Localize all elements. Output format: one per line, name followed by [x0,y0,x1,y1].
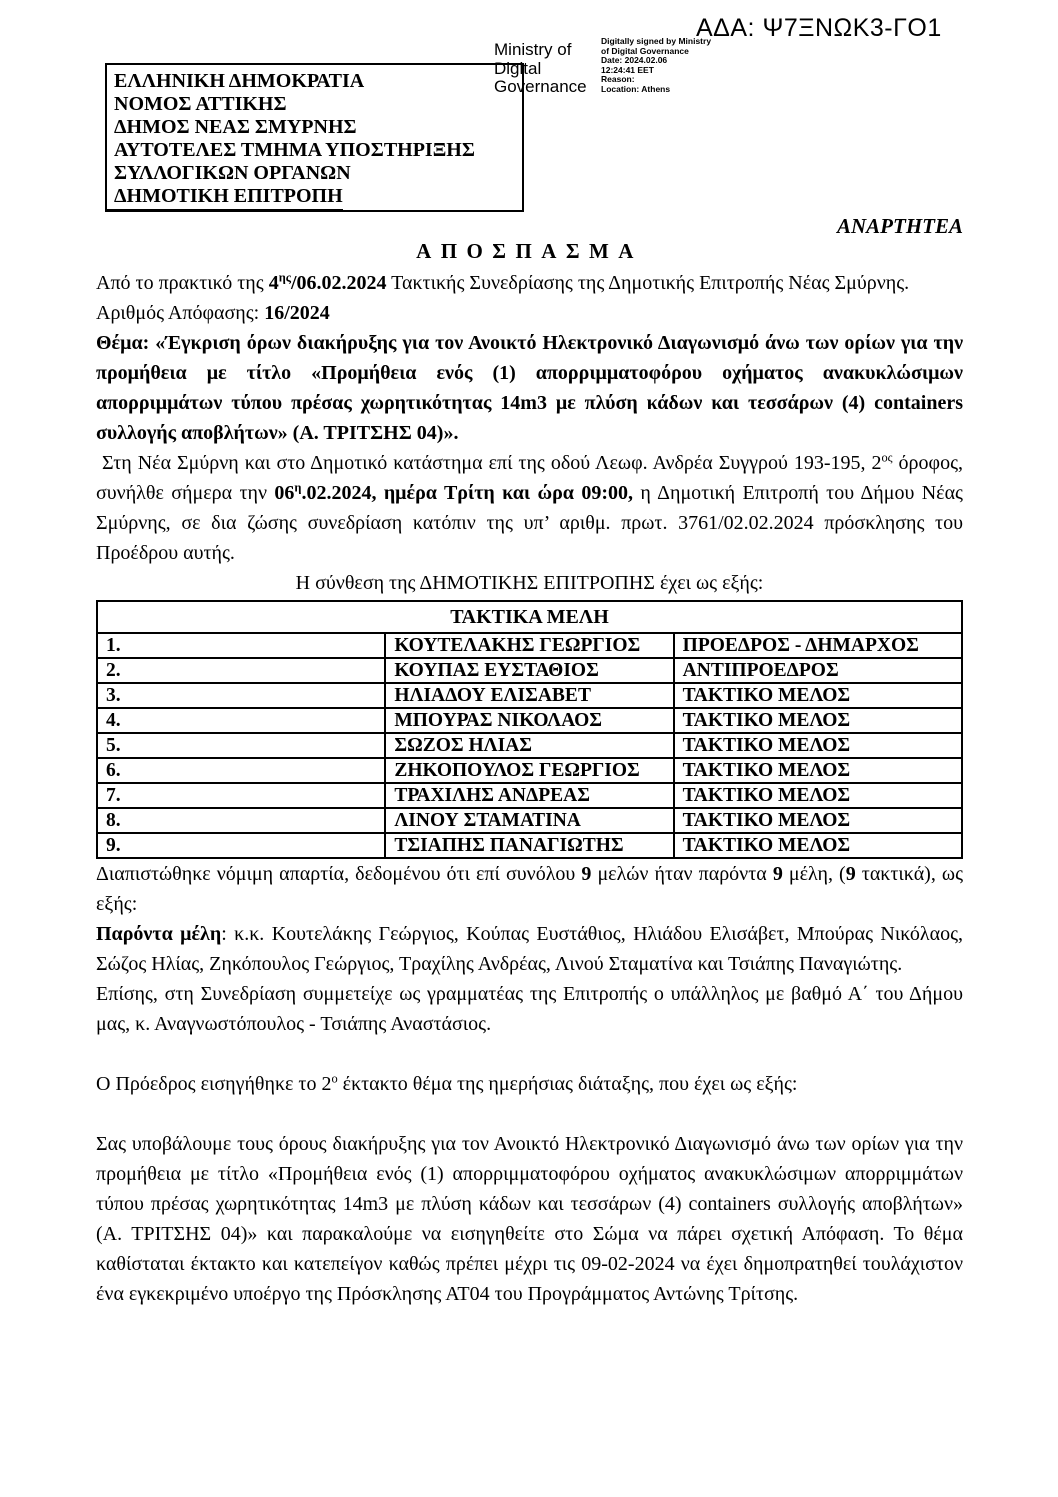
member-role: ΑΝΤΙΠΡΟΕΔΡΟΣ [674,658,962,683]
letterhead-line-region: ΝΟΜΟΣ ΑΤΤΙΚΗΣ [114,93,287,115]
member-row [97,733,962,758]
letterhead-box [105,63,524,212]
paragraph-present-members: Παρόντα μέλη: κ.κ. Κουτελάκης Γεώργιος, Κούπας Ευστάθιος, Ηλιάδου Ελισάβετ, Μπούρας Νικόλαος, Σώζος Ηλίας, Ζηκόπουλος Γεώργιος, Τραχίλης Ανδρέας, Λινού Σταματίνα και Τσιάπης Παναγιώτης. [96,923,963,975]
signature-detail-line: Location: Athens [601,83,671,94]
member-role: ΤΑΚΤΙΚΟ ΜΕΛΟΣ [674,683,962,708]
member-row [97,808,962,833]
member-row [97,708,962,733]
letterhead-line-republic: ΕΛΛΗΝΙΚΗ ΔΗΜΟΚΡΑΤΙΑ [114,70,365,92]
table-header-row [97,601,962,633]
member-role: ΤΑΚΤΙΚΟ ΜΕΛΟΣ [674,758,962,783]
member-number: 4. [97,708,385,733]
member-role: ΤΑΚΤΙΚΟ ΜΕΛΟΣ [674,808,962,833]
paragraph-praktiko: Από το πρακτικό της $4^{\eta\varsigma}/06.02.2024$ Τακτικής Συνεδρίασης της Δημοτικής Επιτροπής Νέας Σμύρνης. [96,270,910,294]
paragraph-decision-number: Αριθμός Απόφασης: 16/2024 [96,302,330,324]
paragraph-secretary: Επίσης, στη Συνεδρίαση συμμετείχε ως γραμματέας της Επιτροπής ο υπάλληλος με βαθμό Α΄ του Δήμου μας, κ. Αναγνωστόπουλος - Τσιάπης Αναστάσιος. [96,983,963,1035]
letterhead-line-department: ΑΥΤΟΤΕΛΕΣ ΤΜΗΜΑ ΥΠΟΣΤΗΡΙΞΗΣ [114,139,475,161]
document-title: ΑΠΟΣΠΑΣΜΑ [416,239,643,263]
letterhead-line-municipal-committee: ΔΗΜΟΤΙΚΗ ΕΠΙΤΡΟΠΗ [107,185,343,212]
member-name: ΣΩΖΟΣ ΗΛΙΑΣ [385,733,673,758]
member-number: 6. [97,758,385,783]
member-row [97,758,962,783]
anartitea-label: ΑΝΑΡΤΗΤΕΑ [836,214,963,238]
member-row [97,683,962,708]
member-number: 5. [97,733,385,758]
signature-detail-line: Date: 2024.02.06 [601,55,668,65]
committee-composition-heading: Η σύνθεση της ΔΗΜΟΤΙΚΗΣ ΕΠΙΤΡΟΠΗΣ έχει ως εξής: [295,572,764,594]
letterhead-line-collective-bodies: ΣΥΛΛΟΓΙΚΩΝ ΟΡΓΑΝΩΝ [114,162,351,184]
paragraph-quorum: Διαπιστώθηκε νόμιμη απαρτία, δεδομένου ότι επί συνόλου 9 μελών ήταν παρόντα 9 μέλη, (9 τακτικά), ως εξής: [96,863,963,915]
member-number: 3. [97,683,385,708]
committee-table [96,600,963,859]
paragraph-president-intro: Ο Πρόεδρος εισηγήθηκε το $2^o$ έκτακτο θέμα της ημερήσιας διάταξης, που έχει ως εξής: [96,1071,798,1095]
digital-signature-stamp: Ministry of Digital Governance [494,40,587,96]
paragraph-theme: Θέμα: «Έγκριση όρων διακήρυξης για τον Ανοικτό Ηλεκτρονικό Διαγωνισμό άνω των ορίων για την προμήθεια με τίτλο «Προμήθεια ενός (1) απορριμματοφόρου οχήματος ανακυκλώσιμων απορριμμάτων τύπου πρέσας χωρητικότητας 14m3 με πλύση κάδων και τεσσάρων (4) containers συλλογής αποβλήτων» (Α. ΤΡΙΤΣΗΣ 04)». [96,332,963,444]
member-row [97,833,962,858]
member-name: ΛΙΝΟΥ ΣΤΑΜΑΤΙΝΑ [385,808,673,833]
member-name: ΤΡΑΧΙΛΗΣ ΑΝΔΡΕΑΣ [385,783,673,808]
paragraph-submission: Σας υποβάλουμε τους όρους διακήρυξης για τον Ανοικτό Ηλεκτρονικό Διαγωνισμό άνω των ορίων για την προμήθεια με τίτλο «Προμήθεια ενός (1) απορριμματοφόρου οχήματος ανακυκλώσιμων απορριμμάτων τύπου πρέσας χωρητικότητας 14m3 με πλύση κάδων και τεσσάρων (4) containers συλλογής αποβλήτων» (Α. ΤΡΙΤΣΗΣ 04)» και παρακαλούμε να εισηγηθείτε στο Σώμα να πάρει σχετική Απόφαση. Το θέμα καθίσταται έκτακτο και κατεπείγον καθώς πρέπει μέχρι τις 09-02-2024 να έχει δημοπρατηθεί τουλάχιστον ένα εγκεκριμένο υποέργο της Πρόσκλησης ΑΤ04 του Προγράμματος Αντώνης Τρίτσης. [96,1133,963,1305]
member-number: 8. [97,808,385,833]
paragraph-location: Στη Νέα Σμύρνη και στο Δημοτικό κατάστημα επί της οδού Λεωφ. Ανδρέα Συγγρού 193-195, $2^{o\varsigma}$ όροφος, συνήλθε σήμερα την $06^\eta.02.2024$, ημέρα Τρίτη και ώρα 09:00, η Δημοτική Επιτροπή του Δήμου Νέας Σμύρνης, σε δια ζώσης συνεδρίαση κατόπιν της υπ’ αριθμ. πρωτ. 3761/02.02.2024 πρόσκλησης του Προέδρου αυτής. [96,450,963,564]
signature-detail-line: of Digital Governance [601,45,689,56]
signature-detail-line: Digitally signed by Ministry [601,36,712,46]
member-role: ΤΑΚΤΙΚΟ ΜΕΛΟΣ [674,783,962,808]
member-number: 1. [97,633,385,658]
member-role: ΤΑΚΤΙΚΟ ΜΕΛΟΣ [674,833,962,858]
table-header-taktika-meli: ΤΑΚΤΙΚΑ ΜΕΛΗ [97,601,962,633]
member-name: ΖΗΚΟΠΟΥΛΟΣ ΓΕΩΡΓΙΟΣ [385,758,673,783]
letterhead-line-municipality: ΔΗΜΟΣ ΝΕΑΣ ΣΜΥΡΝΗΣ [114,116,357,138]
ada-code: ΑΔΑ: Ψ7ΞΝΩΚ3-ΓΟ1 [696,14,942,42]
member-number: 2. [97,658,385,683]
member-row [97,783,962,808]
member-number: 7. [97,783,385,808]
member-name: ΗΛΙΑΔΟΥ ΕΛΙΣΑΒΕΤ [385,683,673,708]
document-body [96,214,963,1309]
member-role: ΠΡΟΕΔΡΟΣ - ΔΗΜΑΡΧΟΣ [674,633,962,658]
member-name: ΤΣΙΑΠΗΣ ΠΑΝΑΓΙΩΤΗΣ [385,833,673,858]
member-number: 9. [97,833,385,858]
member-role: ΤΑΚΤΙΚΟ ΜΕΛΟΣ [674,708,962,733]
signature-detail-line: 12:24:41 EET [601,64,654,75]
member-name: ΜΠΟΥΡΑΣ ΝΙΚΟΛΑΟΣ [385,708,673,733]
member-row [97,633,962,658]
digital-signature-details [601,37,741,94]
signature-detail-line: Reason: [601,74,635,84]
member-name: ΚΟΥΤΕΛΑΚΗΣ ΓΕΩΡΓΙΟΣ [385,633,673,658]
member-row [97,658,962,683]
member-name: ΚΟΥΠΑΣ ΕΥΣΤΑΘΙΟΣ [385,658,673,683]
member-role: ΤΑΚΤΙΚΟ ΜΕΛΟΣ [674,733,962,758]
